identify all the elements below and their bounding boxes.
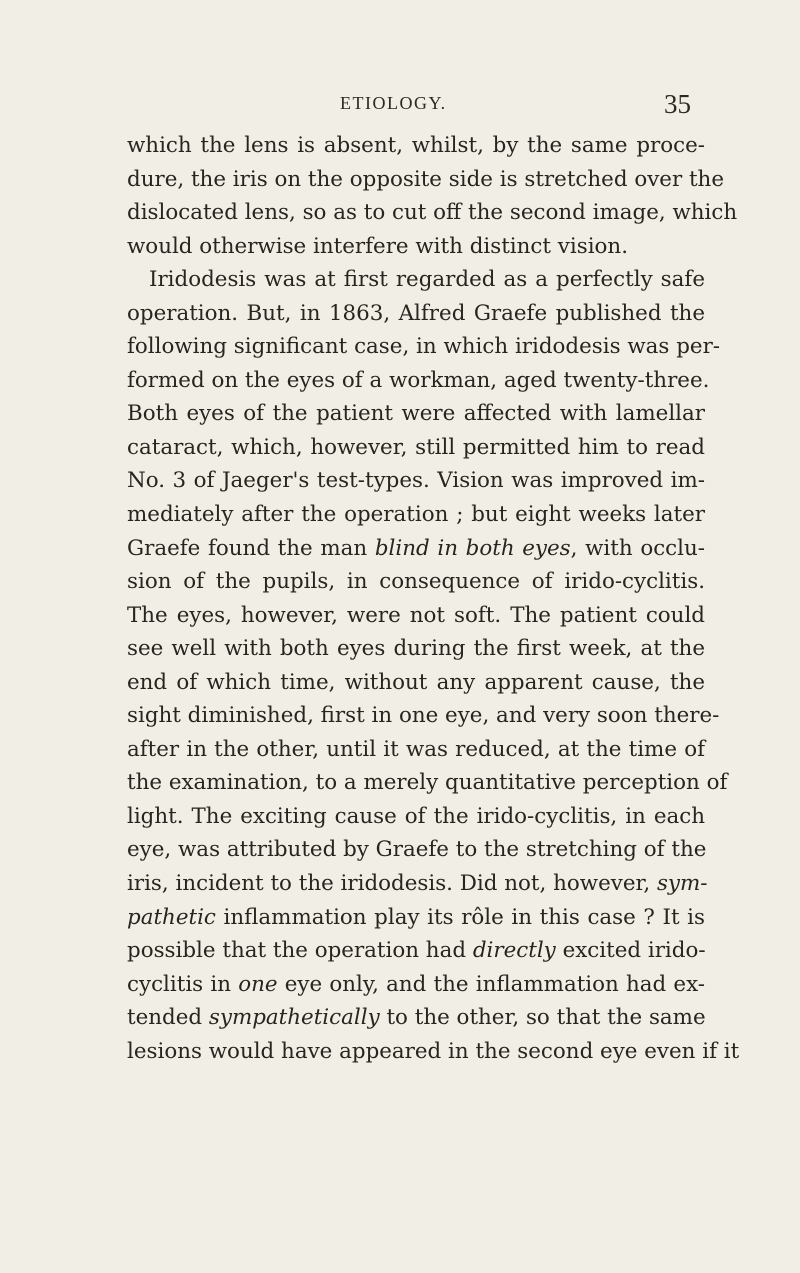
italic-text: pathetic: [127, 904, 216, 930]
text-line: light. The exciting cause of the irido-cyclitis, in each: [127, 803, 705, 829]
text-line: sight diminished, first in one eye, and very soon there-: [127, 703, 720, 729]
text-line: eye, was attributed by Graefe to the stretching of the: [127, 837, 707, 863]
italic-text: sympathetically: [208, 1005, 380, 1031]
page-number: 35: [664, 89, 691, 119]
running-head: [0, 89, 800, 123]
text-line: which the lens is absent, whilst, by the same proce-: [127, 133, 705, 158]
text-line: Both eyes of the patient were affected with lamellar: [127, 401, 705, 427]
text-line: the examination, to a merely quantitative perception of: [127, 770, 728, 796]
italic-text: sym-: [656, 871, 708, 897]
text-line: cataract, which, however, still permitted him to read: [127, 434, 705, 460]
text-line: lesions would have appeared in the second eye even if it: [127, 1038, 740, 1064]
italic-text: one: [238, 971, 278, 997]
text-line: sion of the pupils, in consequence of irido-cyclitis.: [127, 569, 705, 595]
text-line: dure, the iris on the opposite side is stretched over the: [127, 166, 724, 192]
text-line: would otherwise interfere with distinct vision.: [127, 233, 628, 259]
text-line: mediately after the operation ; but eight weeks later: [127, 502, 705, 528]
text-line: formed on the eyes of a workman, aged twenty-three.: [127, 367, 710, 393]
body-text: [127, 129, 740, 1068]
text-line: cyclitis in one eye only, and the inflammation had ex-: [127, 971, 706, 997]
text-line: dislocated lens, so as to cut off the second image, which: [127, 200, 738, 226]
text-line: following significant case, in which iridodesis was per-: [127, 334, 721, 360]
running-title: ETIOLOGY.: [340, 93, 447, 113]
italic-text: directly: [472, 938, 556, 964]
text-line: pathetic inflammation play its rôle in this case ? It is: [127, 904, 705, 930]
text-line: possible that the operation had directly excited irido-: [127, 938, 706, 964]
text-line: Iridodesis was at first regarded as a perfectly safe: [149, 267, 705, 293]
text-line: end of which time, without any apparent cause, the: [127, 669, 705, 695]
text-line: The eyes, however, were not soft. The patient could: [127, 602, 705, 628]
text-line: iris, incident to the iridodesis. Did not, however, sym-: [127, 871, 708, 897]
text-line: operation. But, in 1863, Alfred Graefe published the: [127, 300, 705, 326]
italic-text: blind in both eyes: [374, 535, 571, 561]
text-line: after in the other, until it was reduced, at the time of: [127, 736, 705, 762]
text-line: Graefe found the man blind in both eyes, with occlu-: [127, 535, 705, 561]
text-line: tended sympathetically to the other, so that the same: [127, 1005, 706, 1031]
text-line: No. 3 of Jaeger's test-types. Vision was improved im-: [127, 468, 705, 494]
text-line: see well with both eyes during the first week, at the: [127, 636, 705, 662]
